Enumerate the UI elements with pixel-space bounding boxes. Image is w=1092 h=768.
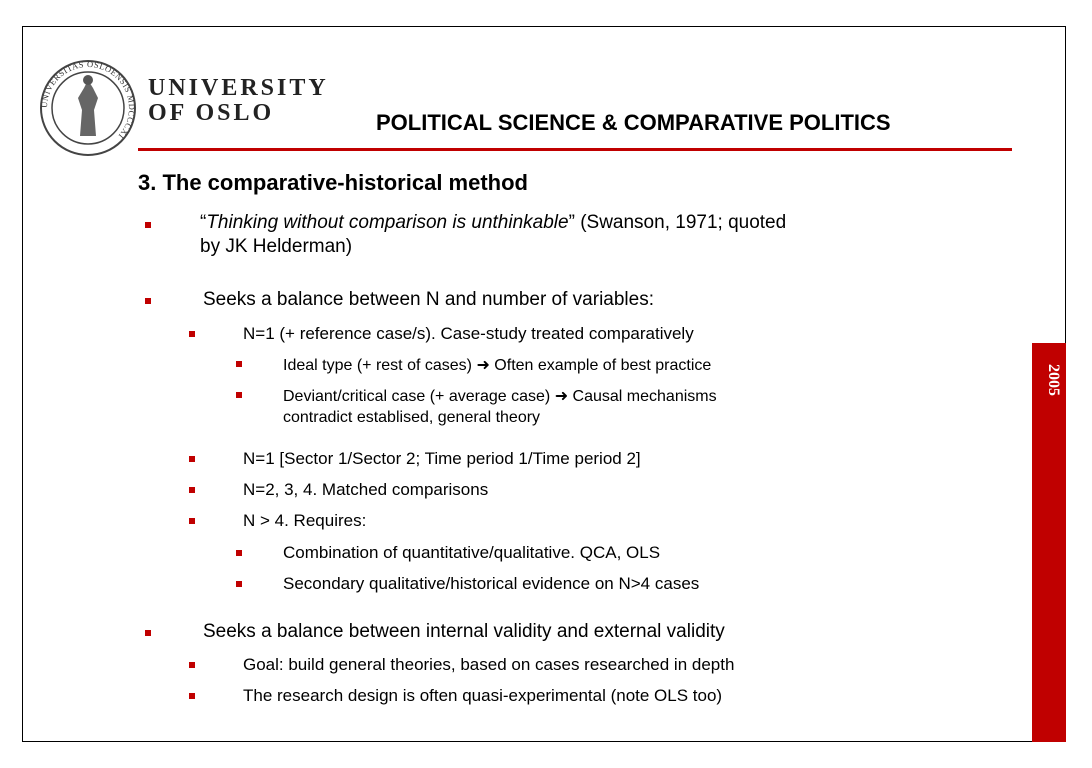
bullet-1-1-2-line-2: contradict establised, general theory	[283, 409, 541, 426]
bullet-square-icon	[189, 518, 195, 524]
bullet-2-1: Goal: build general theories, based on cases researched in depth	[243, 655, 735, 674]
bullet-1-4-1: Combination of quantitative/qualitative. QCA, OLS	[283, 543, 661, 562]
bullet-1-1-1	[283, 355, 711, 375]
bullet-square-icon	[236, 361, 242, 367]
bullet-square-icon	[236, 550, 242, 556]
bullet-square-icon	[236, 392, 242, 398]
bullet-square-icon	[145, 630, 151, 636]
quote-line-1: “Thinking without comparison is unthinkable” (Swanson, 1971; quoted	[200, 212, 787, 233]
bullet-1: Seeks a balance between N and number of variables:	[203, 289, 654, 310]
bullet-1-1-2-b: Causal mechanisms	[572, 388, 717, 405]
arrow-right-icon: ➜	[554, 388, 569, 405]
bullet-1-1: N=1 (+ reference case/s). Case-study treated comparatively	[243, 324, 694, 343]
quote-italic: Thinking without comparison is unthinkable	[206, 212, 569, 233]
bullet-1-4-2: Secondary qualitative/historical evidence on N>4 cases	[283, 574, 700, 593]
bullet-square-icon	[145, 222, 151, 228]
bullet-2: Seeks a balance between internal validity and external validity	[203, 621, 725, 642]
bullet-square-icon	[236, 581, 242, 587]
bullet-1-3: N=2, 3, 4. Matched comparisons	[243, 480, 489, 499]
logo-line-1: UNIVERSITY	[148, 75, 329, 101]
header-divider	[138, 148, 1012, 151]
bullet-square-icon	[189, 693, 195, 699]
seal-text: UNIVERSITAS OSLOENSIS MDCCCXI	[38, 58, 138, 142]
bullet-1-1-2-a: Deviant/critical case (+ average case)	[283, 388, 551, 405]
bullet-1-1-2	[283, 386, 717, 406]
bullet-1-4: N > 4. Requires:	[243, 511, 367, 530]
bullet-square-icon	[189, 662, 195, 668]
bullet-square-icon	[189, 487, 195, 493]
page-heading: POLITICAL SCIENCE & COMPARATIVE POLITICS	[376, 110, 891, 135]
bullet-square-icon	[189, 456, 195, 462]
university-seal-icon	[38, 58, 138, 158]
university-logo	[148, 76, 329, 126]
year-label: 2005	[1045, 364, 1062, 396]
logo-line-2: OF OSLO	[148, 100, 275, 126]
bullet-1-2: N=1 [Sector 1/Sector 2; Time period 1/Time period 2]	[243, 449, 641, 468]
slide-title: 3. The comparative-historical method	[138, 170, 528, 195]
bullet-square-icon	[145, 298, 151, 304]
bullet-1-1-1-b: Often example of best practice	[494, 357, 712, 374]
bullet-1-1-1-a: Ideal type (+ rest of cases)	[283, 357, 472, 374]
quote-rest: ” (Swanson, 1971; quoted	[568, 212, 787, 233]
quote-line-2: by JK Helderman)	[200, 236, 353, 257]
bullet-2-2: The research design is often quasi-experimental (note OLS too)	[243, 686, 723, 705]
bullet-square-icon	[189, 331, 195, 337]
arrow-right-icon: ➜	[476, 357, 490, 374]
